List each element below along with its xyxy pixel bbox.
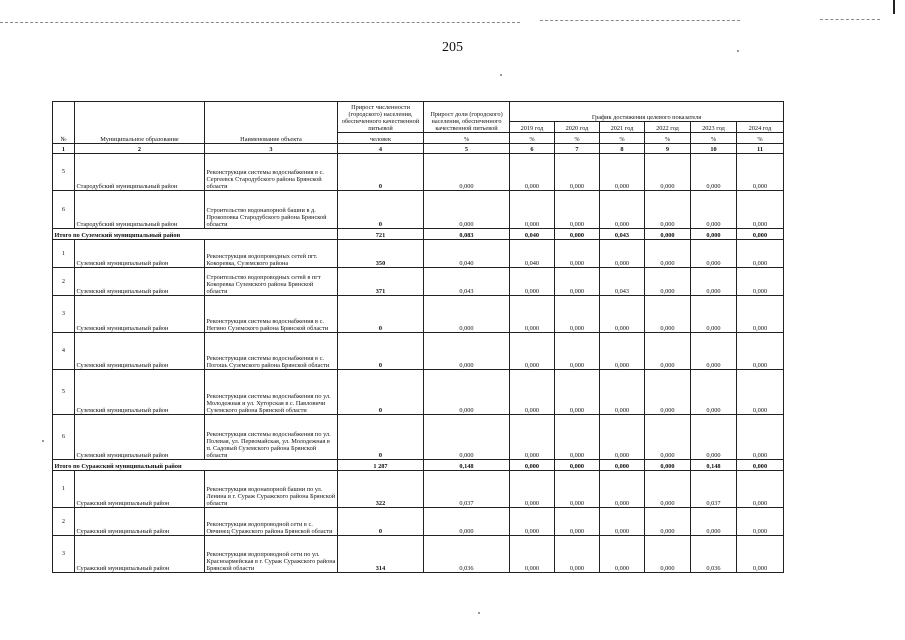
row-year-value: 0,000: [510, 415, 555, 460]
row-number: 2: [53, 268, 75, 296]
row-object: Строительство водопроводных сетей в пгт Кокоревка Суземского района Брянской области: [205, 268, 338, 296]
row-municipality: Суражский муниципальный район: [75, 536, 205, 573]
row-people: 0: [338, 333, 424, 370]
header-year: 2023 год: [691, 122, 737, 133]
scan-edge-line: [540, 20, 740, 21]
unit-year: %: [691, 133, 737, 144]
column-index: 3: [205, 144, 338, 154]
table-row: [53, 240, 784, 268]
row-year-value: 0,000: [645, 471, 691, 508]
row-share: 0,000: [424, 191, 510, 229]
header-row: [53, 102, 784, 122]
row-year-value: 0,000: [555, 268, 600, 296]
row-number: 6: [53, 191, 75, 229]
row-municipality: Суражский муниципальный район: [75, 508, 205, 536]
row-year-value: 0,000: [510, 296, 555, 333]
row-year-value: 0,000: [600, 536, 645, 573]
total-year-value: 0,000: [555, 229, 600, 240]
unit-people: человек: [338, 133, 424, 144]
row-year-value: 0,000: [555, 240, 600, 268]
total-people: 1 287: [338, 460, 424, 471]
row-people: 0: [338, 508, 424, 536]
row-year-value: 0,000: [691, 415, 737, 460]
row-object: Реконструкция системы водоснабжения по ул. Полевая, ул. Первомайская, ул. Молодежная в п. Садовый Суземского района Брянской области: [205, 415, 338, 460]
row-year-value: 0,000: [645, 333, 691, 370]
header-year: 2019 год: [510, 122, 555, 133]
row-year-value: 0,000: [737, 333, 784, 370]
total-row: [53, 460, 784, 471]
row-municipality: Суземский муниципальный район: [75, 415, 205, 460]
row-year-value: 0,000: [645, 154, 691, 191]
row-municipality: Суземский муниципальный район: [75, 370, 205, 415]
total-year-value: 0,000: [555, 460, 600, 471]
table-row: [53, 508, 784, 536]
row-object: Реконструкция водопроводной сети в с. Овчинец Суражского района Брянской области: [205, 508, 338, 536]
row-year-value: 0,000: [737, 154, 784, 191]
row-year-value: 0,000: [645, 536, 691, 573]
column-index: 2: [75, 144, 205, 154]
row-year-value: 0,000: [645, 296, 691, 333]
page-number: 205: [442, 40, 463, 55]
row-share: 0,000: [424, 333, 510, 370]
row-object: Реконструкция системы водоснабжения в с. Негино Суземского района Брянской области: [205, 296, 338, 333]
row-year-value: 0,000: [691, 508, 737, 536]
row-year-value: 0,036: [691, 536, 737, 573]
row-municipality: Стародубский муниципальный район: [75, 154, 205, 191]
total-year-value: 0,040: [510, 229, 555, 240]
row-year-value: 0,000: [737, 536, 784, 573]
row-municipality: Суземский муниципальный район: [75, 240, 205, 268]
row-year-value: 0,000: [691, 370, 737, 415]
row-year-value: 0,000: [691, 154, 737, 191]
row-year-value: 0,000: [691, 240, 737, 268]
row-number: 1: [53, 240, 75, 268]
header-year: 2024 год: [737, 122, 784, 133]
row-year-value: 0,000: [691, 268, 737, 296]
row-people: 0: [338, 370, 424, 415]
column-index: 10: [691, 144, 737, 154]
row-share: 0,000: [424, 296, 510, 333]
row-year-value: 0,000: [555, 536, 600, 573]
row-year-value: 0,000: [600, 333, 645, 370]
header-year: 2021 год: [600, 122, 645, 133]
row-people: 350: [338, 240, 424, 268]
row-people: 0: [338, 296, 424, 333]
scan-speck: [42, 440, 44, 442]
row-people: 314: [338, 536, 424, 573]
row-municipality: Суземский муниципальный район: [75, 296, 205, 333]
row-people: 371: [338, 268, 424, 296]
target-indicator-table: [52, 101, 784, 573]
row-year-value: 0,000: [645, 240, 691, 268]
row-year-value: 0,000: [737, 508, 784, 536]
column-index: 5: [424, 144, 510, 154]
total-label: Итого по Суземский муниципальный район: [53, 229, 338, 240]
unit-year: %: [737, 133, 784, 144]
row-year-value: 0,043: [600, 268, 645, 296]
row-year-value: 0,000: [555, 191, 600, 229]
row-year-value: 0,037: [691, 471, 737, 508]
total-year-value: 0,000: [691, 229, 737, 240]
row-year-value: 0,000: [600, 370, 645, 415]
column-index: 4: [338, 144, 424, 154]
unit-year: %: [645, 133, 691, 144]
scan-speck: [478, 612, 480, 614]
row-year-value: 0,000: [737, 471, 784, 508]
row-year-value: 0,000: [691, 333, 737, 370]
row-year-value: 0,000: [555, 415, 600, 460]
column-index: 8: [600, 144, 645, 154]
table-row: [53, 536, 784, 573]
table-row: [53, 296, 784, 333]
scan-edge-line: [820, 19, 880, 20]
row-year-value: 0,000: [555, 471, 600, 508]
row-year-value: 0,000: [600, 296, 645, 333]
row-people: 322: [338, 471, 424, 508]
total-year-value: 0,000: [737, 229, 784, 240]
row-year-value: 0,000: [555, 154, 600, 191]
row-number: 5: [53, 370, 75, 415]
row-year-value: 0,000: [737, 240, 784, 268]
row-year-value: 0,000: [510, 191, 555, 229]
unit-year: %: [600, 133, 645, 144]
header-object: Наименование объекта: [205, 102, 338, 144]
row-share: 0,000: [424, 415, 510, 460]
row-year-value: 0,000: [600, 508, 645, 536]
scan-edge-line: [0, 22, 520, 23]
row-share: 0,000: [424, 370, 510, 415]
header-year: 2022 год: [645, 122, 691, 133]
row-number: 3: [53, 296, 75, 333]
row-year-value: 0,000: [737, 191, 784, 229]
row-year-value: 0,000: [645, 415, 691, 460]
row-year-value: 0,000: [645, 508, 691, 536]
unit-year: %: [510, 133, 555, 144]
row-year-value: 0,000: [737, 268, 784, 296]
row-share: 0,036: [424, 536, 510, 573]
row-share: 0,043: [424, 268, 510, 296]
row-year-value: 0,000: [510, 154, 555, 191]
table-row: [53, 370, 784, 415]
row-object: Реконструкция водонапорной башни по ул. Ленина в г. Сураж Суражского района Брянской области: [205, 471, 338, 508]
row-object: Реконструкция водопроводных сетей пгт. Кокоревка, Суземского района: [205, 240, 338, 268]
row-year-value: 0,000: [510, 370, 555, 415]
row-share: 0,000: [424, 154, 510, 191]
total-people: 721: [338, 229, 424, 240]
table-row: [53, 191, 784, 229]
row-year-value: 0,000: [600, 471, 645, 508]
total-year-value: 0,000: [645, 460, 691, 471]
unit-year: %: [555, 133, 600, 144]
total-year-value: 0,148: [691, 460, 737, 471]
row-year-value: 0,000: [645, 268, 691, 296]
row-year-value: 0,000: [600, 415, 645, 460]
row-object: Строительство водонапорной башни в д. Прокоповка Стародубского района Брянской области: [205, 191, 338, 229]
row-year-value: 0,000: [600, 240, 645, 268]
row-municipality: Суземский муниципальный район: [75, 333, 205, 370]
row-year-value: 0,000: [510, 268, 555, 296]
total-year-value: 0,000: [645, 229, 691, 240]
row-people: 0: [338, 154, 424, 191]
total-share: 0,083: [424, 229, 510, 240]
row-object: Реконструкция водопроводной сети по ул. Красноармейская в г. Сураж Суражского района Брянской области: [205, 536, 338, 573]
row-object: Реконструкция системы водоснабжения в с. Погошь Суземского района Брянской области: [205, 333, 338, 370]
row-year-value: 0,000: [510, 508, 555, 536]
row-year-value: 0,000: [737, 296, 784, 333]
row-people: 0: [338, 191, 424, 229]
row-municipality: Суземский муниципальный район: [75, 268, 205, 296]
row-object: Реконструкция системы водоснабжения в с. Сергеевск Стародубского района Брянской области: [205, 154, 338, 191]
table-row: [53, 415, 784, 460]
row-people: 0: [338, 415, 424, 460]
row-number: 3: [53, 536, 75, 573]
row-year-value: 0,000: [600, 191, 645, 229]
table-row: [53, 471, 784, 508]
row-year-value: 0,000: [737, 370, 784, 415]
total-label: Итого по Суражский муниципальный район: [53, 460, 338, 471]
row-number: 2: [53, 508, 75, 536]
header-population-growth: Прирост численности (городского) населения, обеспеченного качественной питьевой: [338, 102, 424, 133]
row-year-value: 0,000: [555, 508, 600, 536]
row-year-value: 0,000: [555, 333, 600, 370]
row-number: 4: [53, 333, 75, 370]
scan-edge-mark: [893, 0, 895, 14]
row-number: 5: [53, 154, 75, 191]
total-share: 0,148: [424, 460, 510, 471]
row-year-value: 0,000: [600, 154, 645, 191]
header-share-growth: Прирост доли (городского) населения, обеспеченного качественной питьевой: [424, 102, 510, 133]
column-index: 9: [645, 144, 691, 154]
row-share: 0,037: [424, 471, 510, 508]
row-year-value: 0,000: [737, 415, 784, 460]
table-row: [53, 333, 784, 370]
row-object: Реконструкция системы водоснабжения по ул. Молодежная и ул. Хуторская в с. Павловичи Суземского района Брянской области: [205, 370, 338, 415]
header-no: №: [53, 102, 75, 144]
total-year-value: 0,000: [510, 460, 555, 471]
column-index: 7: [555, 144, 600, 154]
row-share: 0,040: [424, 240, 510, 268]
total-year-value: 0,000: [600, 460, 645, 471]
row-year-value: 0,000: [691, 296, 737, 333]
column-index: 6: [510, 144, 555, 154]
row-year-value: 0,040: [510, 240, 555, 268]
table-row: [53, 268, 784, 296]
row-year-value: 0,000: [510, 536, 555, 573]
column-index-row: [53, 144, 784, 154]
row-municipality: Суражский муниципальный район: [75, 471, 205, 508]
row-year-value: 0,000: [510, 471, 555, 508]
row-year-value: 0,000: [691, 191, 737, 229]
row-year-value: 0,000: [645, 370, 691, 415]
row-year-value: 0,000: [555, 370, 600, 415]
row-year-value: 0,000: [510, 333, 555, 370]
header-year: 2020 год: [555, 122, 600, 133]
row-municipality: Стародубский муниципальный район: [75, 191, 205, 229]
column-index: 1: [53, 144, 75, 154]
column-index: 11: [737, 144, 784, 154]
total-year-value: 0,000: [737, 460, 784, 471]
total-row: [53, 229, 784, 240]
row-number: 6: [53, 415, 75, 460]
total-year-value: 0,043: [600, 229, 645, 240]
header-municipality: Муниципальное образование: [75, 102, 205, 144]
unit-percent: %: [424, 133, 510, 144]
row-year-value: 0,000: [645, 191, 691, 229]
row-number: 1: [53, 471, 75, 508]
scan-speck: [500, 74, 502, 76]
row-share: 0,000: [424, 508, 510, 536]
row-year-value: 0,000: [555, 296, 600, 333]
table-row: [53, 154, 784, 191]
header-schedule: График достижения целевого показателя: [510, 102, 784, 122]
